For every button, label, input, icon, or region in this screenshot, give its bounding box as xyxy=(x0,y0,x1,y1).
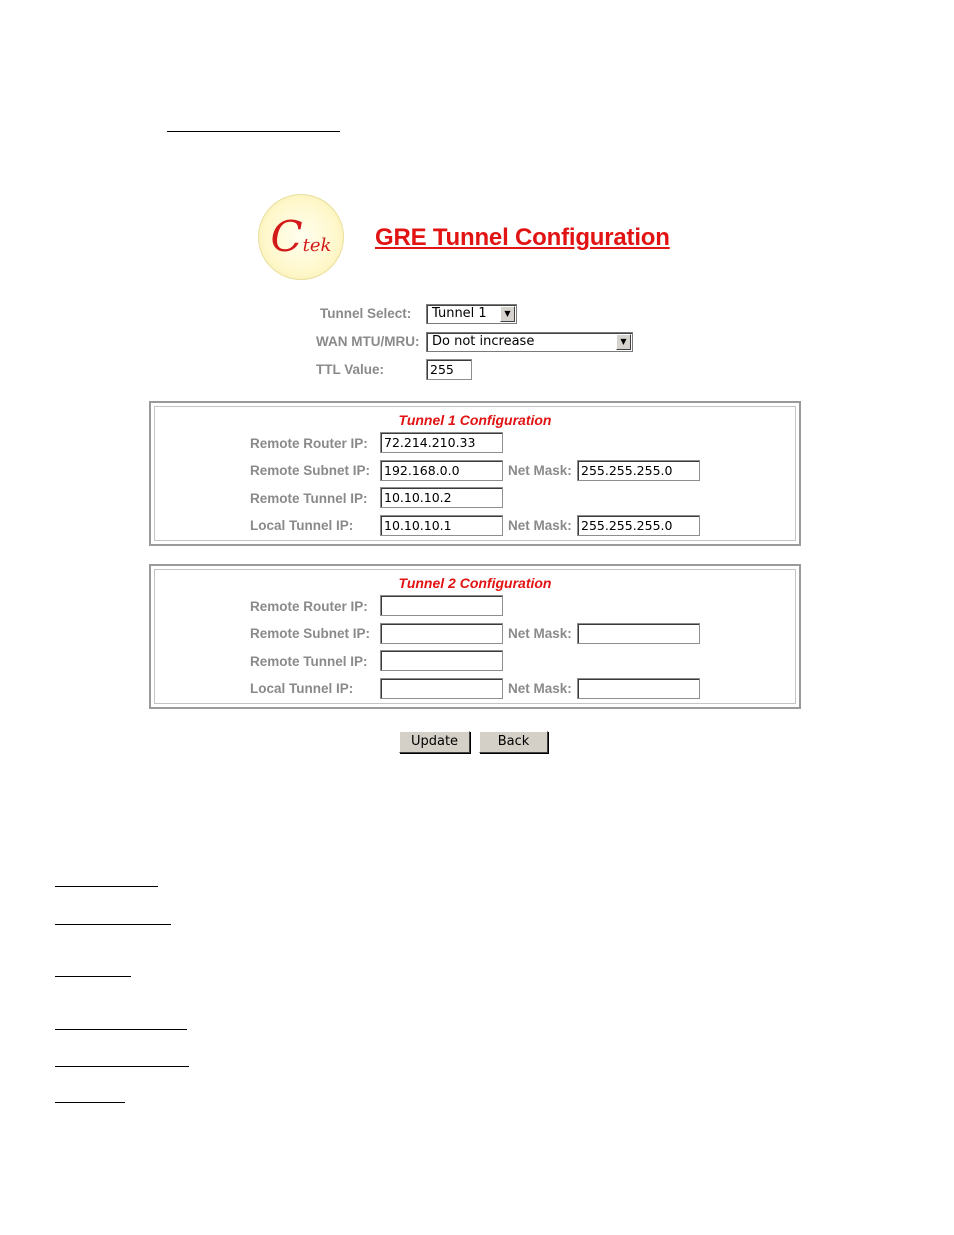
t1-remote-tunnel-input[interactable]: 10.10.10.2 xyxy=(380,487,503,508)
t2-local-mask-input[interactable] xyxy=(577,678,700,699)
t1-remote-subnet-label: Remote Subnet IP: xyxy=(250,463,371,478)
tunnel-1-title: Tunnel 1 Configuration xyxy=(398,412,552,428)
ttl-label: TTL Value: xyxy=(316,362,385,377)
t2-remote-subnet-input[interactable] xyxy=(380,623,503,644)
t2-local-tunnel-label: Local Tunnel IP: xyxy=(250,681,354,696)
t1-remote-tunnel-label: Remote Tunnel IP: xyxy=(250,491,368,506)
doc-underline-6 xyxy=(55,1102,125,1103)
tunnel-2-title: Tunnel 2 Configuration xyxy=(398,575,552,591)
back-button[interactable]: Back xyxy=(479,731,548,753)
doc-underline-3 xyxy=(55,976,131,977)
t1-remote-subnet-input[interactable]: 192.168.0.0 xyxy=(380,460,503,481)
wan-mtu-value: Do not increase xyxy=(432,334,535,349)
page-title: GRE Tunnel Configuration xyxy=(375,224,670,251)
t2-subnet-mask-input[interactable] xyxy=(577,623,700,644)
t1-local-mask-label: Net Mask: xyxy=(508,518,572,533)
t2-remote-router-label: Remote Router IP: xyxy=(250,599,368,614)
ttl-input[interactable]: 255 xyxy=(426,359,472,380)
t1-subnet-mask-label: Net Mask: xyxy=(508,463,572,478)
t1-local-tunnel-label: Local Tunnel IP: xyxy=(250,518,354,533)
chevron-down-icon[interactable]: ▼ xyxy=(616,334,631,350)
doc-underline-5 xyxy=(55,1066,189,1067)
wan-mtu-label: WAN MTU/MRU: xyxy=(316,334,420,349)
t2-subnet-mask-label: Net Mask: xyxy=(508,626,572,641)
tunnel-select-value: Tunnel 1 xyxy=(432,306,487,321)
t1-local-mask-input[interactable]: 255.255.255.0 xyxy=(577,515,700,536)
t1-remote-router-label: Remote Router IP: xyxy=(250,436,368,451)
wan-mtu-dropdown[interactable] xyxy=(426,332,633,352)
t1-remote-router-input[interactable]: 72.214.210.33 xyxy=(380,432,503,453)
tunnel-select-dropdown[interactable] xyxy=(426,304,517,324)
doc-underline-1 xyxy=(55,886,158,887)
t2-remote-tunnel-input[interactable] xyxy=(380,650,503,671)
t1-local-tunnel-input[interactable]: 10.10.10.1 xyxy=(380,515,503,536)
chevron-down-icon[interactable]: ▼ xyxy=(500,306,515,322)
doc-underline-4 xyxy=(55,1029,187,1030)
update-button[interactable]: Update xyxy=(399,731,470,753)
tunnel-select-label: Tunnel Select: xyxy=(320,306,412,321)
doc-underline-top xyxy=(167,131,340,132)
t2-local-tunnel-input[interactable] xyxy=(380,678,503,699)
t2-remote-router-input[interactable] xyxy=(380,595,503,616)
t1-subnet-mask-input[interactable]: 255.255.255.0 xyxy=(577,460,700,481)
t2-local-mask-label: Net Mask: xyxy=(508,681,572,696)
t2-remote-subnet-label: Remote Subnet IP: xyxy=(250,626,371,641)
doc-underline-2 xyxy=(55,924,171,925)
ctek-logo: Ctek xyxy=(258,194,344,280)
t2-remote-tunnel-label: Remote Tunnel IP: xyxy=(250,654,368,669)
